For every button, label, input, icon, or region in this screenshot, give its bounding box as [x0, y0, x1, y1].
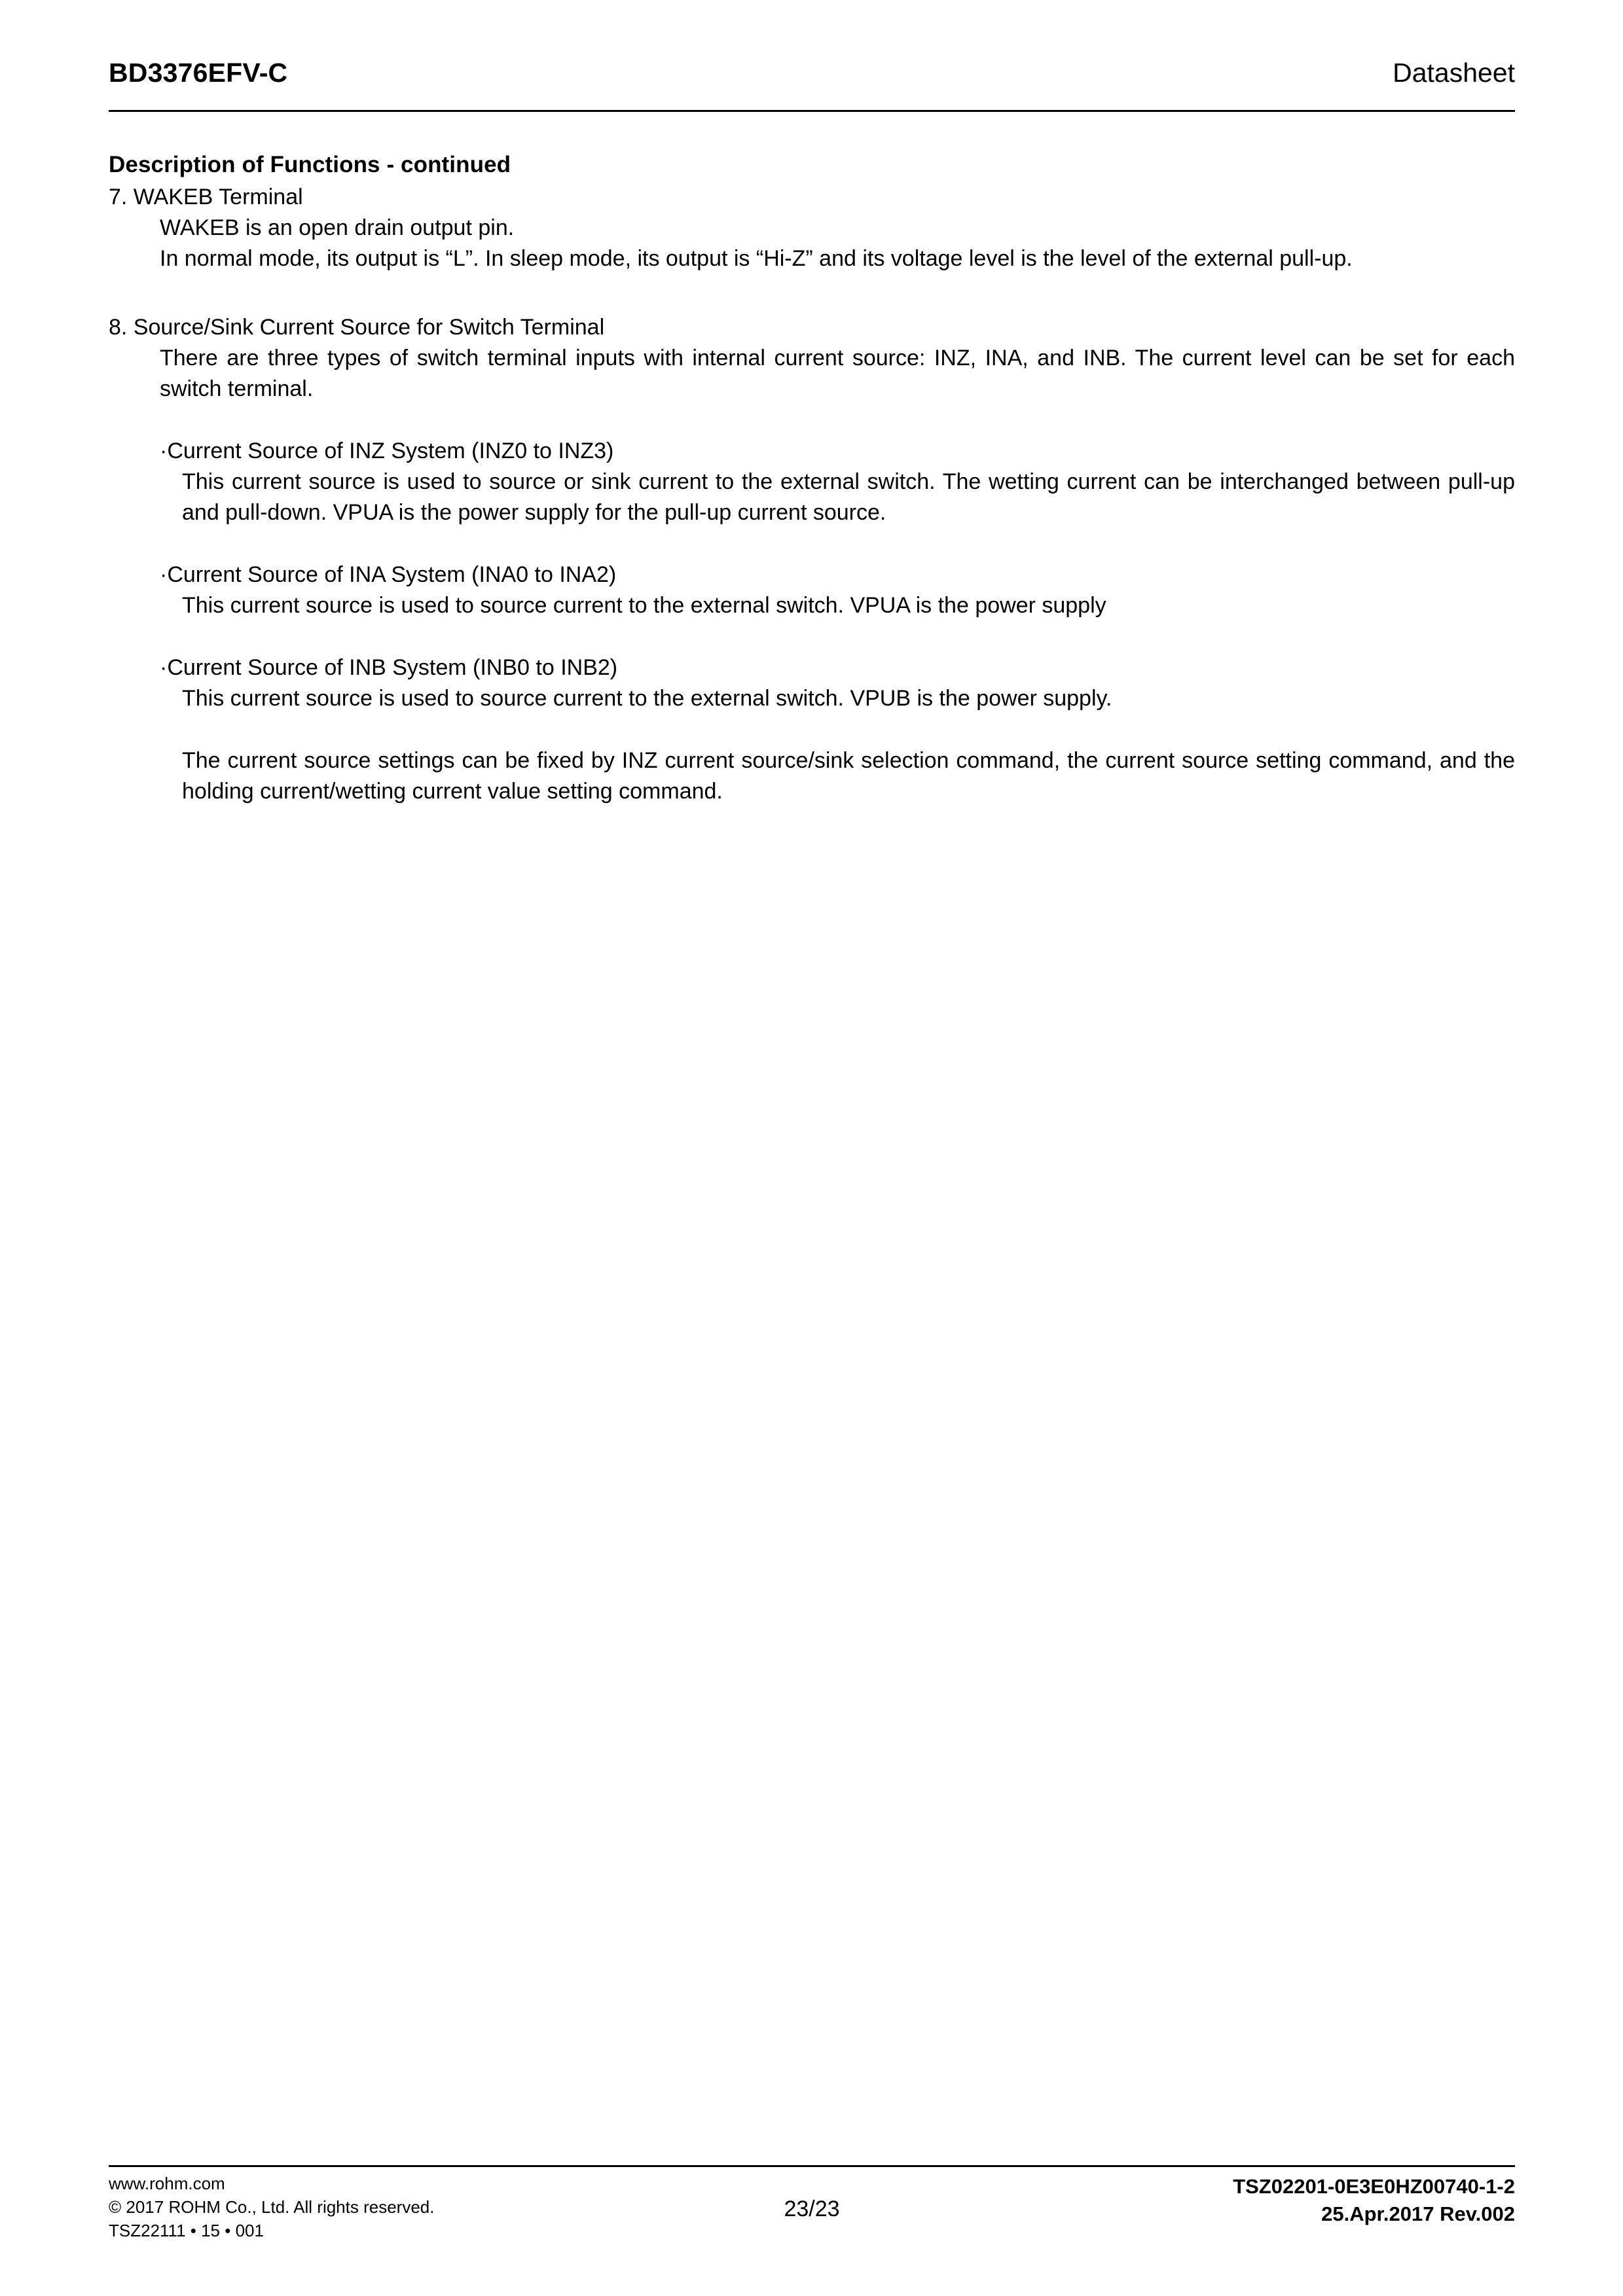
- item-8-closing: The current source settings can be fixed by INZ current source/sink selection command, the current source setting command, and the holding current/wetting current value setting command.: [182, 748, 1515, 804]
- item-8-heading: 8. Source/Sink Current Source for Switch Terminal: [109, 315, 605, 340]
- ina-heading: ·Current Source of INA System (INA0 to INA2): [160, 562, 617, 587]
- revision-date: 25.Apr.2017 Rev.002: [1321, 2202, 1515, 2225]
- page-number: 23/23: [784, 2197, 840, 2221]
- inz-heading: ·Current Source of INZ System (INZ0 to INZ3): [160, 439, 614, 463]
- item-8-intro: There are three types of switch terminal inputs with internal current source: INZ, INA, and INB. The current level can be set for each switch terminal.: [160, 346, 1515, 401]
- doc-code-right: TSZ02201-0E3E0HZ00740-1-2: [1233, 2175, 1515, 2198]
- inb-text: This current source is used to source current to the external switch. VPUB is the power supply.: [182, 686, 1112, 711]
- spacer: [109, 404, 1515, 436]
- item-7-line-1: WAKEB is an open drain output pin.: [160, 215, 515, 240]
- header-divider: [109, 110, 1515, 112]
- document-type: Datasheet: [1393, 58, 1515, 88]
- footer-divider: [109, 2165, 1515, 2167]
- spacer: [109, 528, 1515, 560]
- spacer: [109, 274, 1515, 312]
- section-title: Description of Functions - continued: [109, 152, 511, 177]
- copyright-text: © 2017 ROHM Co., Ltd. All rights reserved.: [109, 2197, 435, 2217]
- item-7-line-2: In normal mode, its output is “L”. In sleep mode, its output is “Hi-Z” and its voltage level is the level of the external pull-up.: [160, 246, 1353, 271]
- ina-text: This current source is used to source current to the external switch. VPUA is the power supply: [182, 593, 1106, 618]
- part-number: BD3376EFV-C: [109, 58, 288, 88]
- doc-code-left: TSZ22111 • 15 • 001: [109, 2221, 264, 2240]
- spacer: [109, 714, 1515, 745]
- page-footer: [109, 2172, 1515, 2257]
- page-content: [109, 152, 1515, 807]
- footer-right-block: [1233, 2173, 1515, 2228]
- inz-text: This current source is used to source or sink current to the external switch. The wetting current can be interchanged between pull-up and pull-down. VPUA is the power supply for the pull-up current source.: [182, 469, 1515, 525]
- item-7-heading: 7. WAKEB Terminal: [109, 185, 303, 209]
- spacer: [109, 621, 1515, 653]
- website-link[interactable]: www.rohm.com: [109, 2174, 225, 2193]
- inb-heading: ·Current Source of INB System (INB0 to INB2): [160, 655, 618, 680]
- page-header: [109, 58, 1515, 88]
